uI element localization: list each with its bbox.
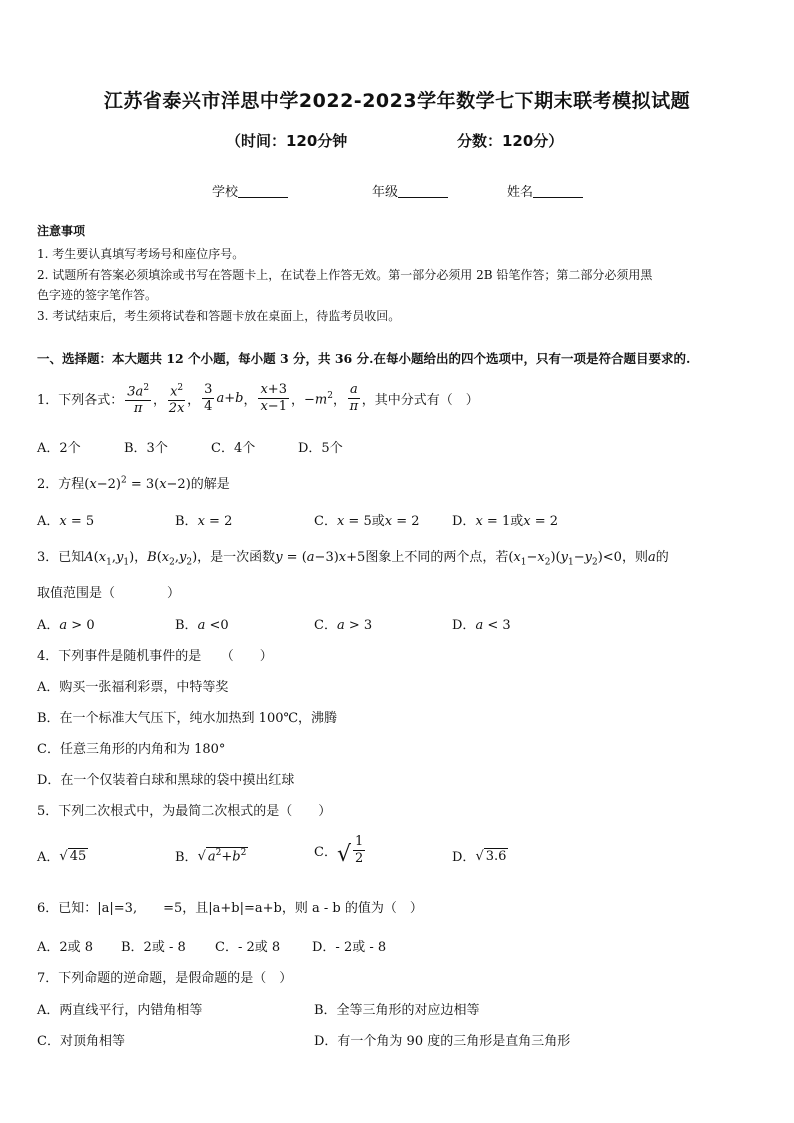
grade-blank: [398, 184, 448, 198]
option-label: D．: [452, 514, 476, 529]
question-2: [37, 473, 230, 492]
sqrt-expr: √ $\frac{1}{2}$: [336, 834, 364, 867]
option: C．- 2或 8: [215, 940, 281, 955]
option-label: B．: [175, 514, 198, 529]
question-1: 1．下列各式： $\frac{3a^2}{\pi}$ ， $\frac{x^2}{2x}$ ， $\frac{3}{4}$ a + b ， $\frac{x+3}{x-1}$ ， $-m^2$ ， $\frac{a}{\pi}$ ，其中分式有（ ）: [37, 380, 479, 417]
q1-expr-6: $\frac{a}{\pi}$: [349, 382, 359, 415]
option: A．2个: [37, 441, 81, 456]
option-label: B．: [175, 618, 198, 633]
question-6: 6．已知：|a|=3, =5，且|a+b|=a+b，则 a - b 的值为（ ）: [37, 901, 423, 916]
option-b: B．x = 2: [175, 514, 233, 529]
option-a: A．x = 5: [37, 514, 95, 529]
option: D．- 2或 - 8: [312, 940, 387, 955]
option: B．在一个标准大气压下，纯水加热到 100℃，沸腾: [37, 711, 338, 726]
name-field: [507, 181, 583, 200]
section-heading: 一、选择题：本大题共 12 个小题，每小题 3 分，共 36 分.在每小题给出的四个选项中，只有一项是符合题目要求的.: [37, 351, 691, 366]
option-label: B．: [175, 850, 198, 865]
option-d: [452, 846, 508, 865]
q1-expr-5: $-m^2$: [303, 390, 333, 407]
sqrt-expr: √ 45: [59, 848, 87, 864]
option: B．3个: [124, 441, 168, 456]
q1-expr-1: $\frac{3a^2}{\pi}$: [125, 380, 151, 417]
school-field: [212, 181, 288, 200]
option-b: [175, 846, 248, 865]
option-label: A．: [37, 850, 60, 865]
option: A．2或 8: [37, 940, 94, 955]
option: A．购买一张福利彩票，中特等奖: [37, 680, 229, 695]
q1-expr-3: $\frac{3}{4}$: [204, 382, 213, 415]
question-4: 4．下列事件是随机事件的是 （ ）: [37, 649, 273, 664]
note-item: 3. 考试结束后，考生须将试卷和答题卡放在桌面上，待监考员收回。: [37, 309, 401, 323]
option-label: D．: [452, 850, 476, 865]
name-blank: [533, 184, 583, 198]
sqrt-expr: √ 3.6: [475, 848, 507, 864]
q1-expr-2: $\frac{x^2}{2x}$: [168, 380, 185, 417]
q2-prefix: 2．方程: [37, 477, 85, 492]
option: A．两直线平行，内错角相等: [37, 1003, 203, 1018]
option: C．对顶角相等: [37, 1034, 125, 1049]
option: B．2或 - 8: [121, 940, 186, 955]
option-label: C．: [314, 618, 337, 633]
exam-time: （时间：120分钟: [226, 132, 348, 150]
q2-suffix: 的解是: [190, 477, 230, 492]
page-title: 江苏省泰兴市洋思中学2022-2023学年数学七下期末联考模拟试题: [103, 90, 691, 112]
q3-text: ，是一次函数: [197, 550, 276, 565]
option-d: D．x = 1或x = 2: [452, 514, 558, 529]
question-5: 5．下列二次根式中，为最简二次根式的是（ ）: [37, 804, 332, 819]
q3-text: 的: [655, 550, 669, 565]
option-label: D．: [452, 618, 476, 633]
sqrt-expr: √ $a^2+b^2$: [197, 847, 247, 865]
option-a: A．a > 0: [37, 618, 95, 633]
option-a: [37, 846, 88, 865]
note-item: 色字迹的签字笔作答。: [37, 288, 158, 302]
exam-score: 分数：120分）: [457, 132, 564, 150]
option-c: [314, 834, 367, 867]
option-c: C．a > 3: [314, 618, 373, 633]
option-b: B．a <0: [175, 618, 229, 633]
q1-expr-4: $\frac{x+3}{x-1}$: [260, 382, 287, 415]
option-label: C．: [314, 514, 337, 529]
option: B．全等三角形的对应边相等: [314, 1003, 480, 1018]
option-c: C．x = 5或x = 2: [314, 514, 420, 529]
notes-heading: 注意事项: [37, 224, 86, 238]
q3-line2: 取值范围是（ ）: [37, 586, 181, 601]
option: D．5个: [298, 441, 343, 456]
q3-text: 3．已知: [37, 550, 85, 565]
name-label: 姓名: [507, 185, 534, 200]
note-item: 2. 试题所有答案必须填涂或书写在答题卡上，在试卷上作答无效。第一部分必须用 2B 铅笔作答；第二部分必须用黑: [37, 268, 653, 282]
option: C．4个: [211, 441, 256, 456]
option-label: C．: [314, 845, 337, 860]
grade-field: [372, 181, 448, 200]
question-7: 7．下列命题的逆命题，是假命题的是（ ）: [37, 971, 293, 986]
question-3: 3．已知$A(x_1,y_1)$，$B(x_2,y_2)$，是一次函数y = (a−3)x+5图象上不同的两个点，若$(x_1-x_2)(y_1-y_2)<0$，则a的: [37, 550, 669, 568]
option-label: A．: [37, 618, 60, 633]
q2-equation: $(x-2)^2 = 3(x-2)$: [84, 475, 191, 492]
q3-text: 图象上不同的两个点，若: [365, 550, 509, 565]
option-d: D．a < 3: [452, 618, 511, 633]
option: D．有一个角为 90 度的三角形是直角三角形: [314, 1034, 571, 1049]
option-label: A．: [37, 514, 60, 529]
option: C．任意三角形的内角和为 180°: [37, 742, 226, 757]
q1-prefix: 1．下列各式：: [37, 393, 124, 409]
note-item: 1. 考生要认真填写考场号和座位序号。: [37, 247, 245, 261]
school-label: 学校: [212, 185, 239, 200]
option: D．在一个仅装着白球和黑球的袋中摸出红球: [37, 773, 295, 788]
q1-suffix: ，其中分式有（ ）: [361, 393, 479, 409]
school-blank: [238, 184, 288, 198]
grade-label: 年级: [372, 185, 399, 200]
q3-text: ，则: [621, 550, 648, 565]
